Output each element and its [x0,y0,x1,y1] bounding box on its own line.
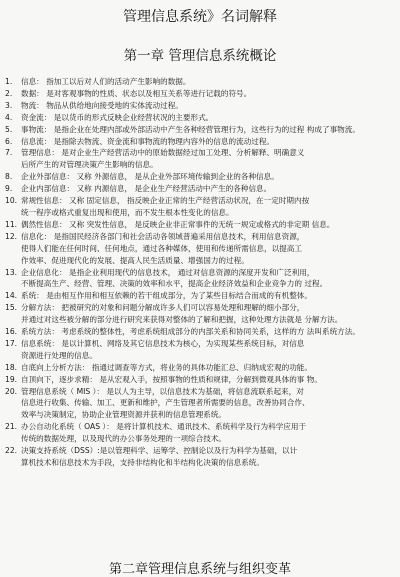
term-number: 15. [5,303,18,313]
term-item [0,445,400,469]
term-number: 17. [5,338,18,348]
term-item [0,421,400,445]
term-number: 21. [5,422,18,432]
term-text-line: 不断提高生产、经营、管理、决策的效率和水平，提高企业经济效益和企业竞争力的 过程。 [21,279,328,289]
term-text-line: 作效率、促进现代化的发展、提高人民生活质量、增强国力的过程。 [21,255,249,265]
term-text-line: 信息： 指加工以后对人们的活动产生影响的数据。 [21,77,191,86]
term-item [0,362,400,374]
term-list [0,76,400,469]
term-number: 2. [5,88,13,98]
term-text-line: 物流： 物品从供给地向接受地的实体流动过程。 [21,100,183,110]
term-item [0,195,400,219]
term-item [0,267,400,291]
term-item [0,100,400,112]
term-number: 4. [5,112,13,122]
term-number: 10. [5,196,18,206]
term-number: 18. [5,362,18,372]
term-number: 9. [5,184,13,194]
term-number: 12. [5,231,18,241]
term-text-line: 统一程序或格式重复出现和使用，而不发生根本性变化的信息。 [21,207,234,217]
term-item [0,76,400,88]
term-item [0,338,400,362]
term-text-line: 管理信息： 是对企业生产经营活动中的原始数据经过加工处理、分析解释、明确意义 [21,148,305,158]
term-text-line: 资源进行处理的信息。 [21,350,97,360]
term-text-line: 企业信息化： 是指企业利用现代的信息技术， 通过对信息资源的深度开发和广泛利用， [21,267,315,277]
term-number: 13. [5,267,18,277]
term-text-line: 自顶向下，逐步求精： 是从宏观入手，按照事物的性质和规律，分解到微观具体的事 物。 [21,374,322,384]
term-text-line: 偶然性信息： 又称 突发性信息， 是反映企业非正常事件的无统一规定或格式的非定期 信息。 [21,219,335,229]
term-text-line: 并通过对这些被分解的部分进行研究来获得对整体的了解和把握，这种处理方法就是 分解方法。 [21,315,343,325]
term-text-line: 传统的数据处理，以及现代的办公事务处理的一项综合技术。 [21,434,227,444]
term-text-line: 分解方法： 把被研究的对象和问题分解成许多人们可以容易处理和理解的细小部分， [21,303,305,313]
term-item [0,183,400,195]
term-text-line: 自底向上分析方法： 指通过调查等方式，将业务的具体功能汇总、归纳成宏观的功能。 [21,362,312,372]
term-text-line: 系统方法： 考虑系统的整体性，考虑系统组成部分的内部关系和协同关系，这样的方 法叫系统方法。 [21,327,360,337]
term-number: 19. [5,374,18,384]
term-number: 8. [5,172,13,182]
term-text-line: 企业外部信息： 又称 外源信息， 是从企业外部环境传输到企业的各种信息。 [21,172,279,182]
term-item [0,112,400,124]
term-text-line: 系统： 是由相互作用和相互依赖的若干组成部分，为了某些目标结合而成的有机整体。 [21,291,312,301]
term-text-line: 后所产生的对管理决策产生影响的信息。 [21,160,158,170]
term-item [0,88,400,100]
term-number: 22. [5,446,18,456]
chapter-1-title: 第一章 管理信息系统概论 [123,48,277,64]
term-text-line: 信息进行收集、传输、加工、更新和维护，产生管理者所需要的信息，改善协同合作、 [21,398,310,408]
term-text-line: 管理信息系统（ MIS ）： 是以人为主导，以信息技术为基础，将信息流联系起来，对 [21,386,304,396]
term-item [0,290,400,302]
chapter-2-title: 第二章管理信息系统与组织变革 [108,562,291,577]
term-item [0,326,400,338]
term-item [0,374,400,386]
term-item [0,231,400,267]
term-text-line: 效率与决策制定，协助企业管理资源并获利的信息管理系统。 [21,410,227,420]
term-number: 14. [5,291,18,301]
term-item [0,147,400,171]
term-number: 16. [5,327,18,337]
term-item [0,386,400,422]
term-text-line: 办公自动化系统（ OAS ）： 是将计算机技术、通讯技术、系统科学及行为科学应用于 [21,422,307,432]
term-text-line: 常规性信息： 又称 固定信息， 指反映企业正常的生产经营活动状况，在一定时期内按 [21,196,310,206]
term-text-line: 使得人们能在任何时间、任何地点，通过各种媒体，使用和传递所需信息，以提高工 [21,243,302,253]
term-number: 5. [5,124,13,134]
term-number: 6. [5,136,13,146]
term-number: 11. [5,219,18,229]
term-item [0,302,400,326]
term-text-line: 资金流： 是以货币的形式反映企业经营状况的主要形式。 [21,112,214,122]
term-text-line: 信息流： 是指除去物流、资金流和事物流的物理内容外的信息的流动过程。 [21,136,275,146]
term-number: 20. [5,386,18,396]
term-number: 1. [5,77,13,86]
term-text-line: 企业内部信息： 又称 内源信息， 是企业生产经营活动中产生的各种信息。 [21,184,272,194]
term-number: 3. [5,100,13,110]
term-item [0,124,400,136]
term-item [0,171,400,183]
term-text-line: 事物流： 是指企业在处理内部或外部活动中产生各种经营管理行为，这些行为的过程 构成了事物流。 [21,124,360,134]
term-text-line: 信息系统： 是以计算机、网络及其它信息技术为核心，为实现某些系统目标，对信息 [21,338,305,348]
document-title: 管理信息系统》名词解释 [123,9,277,25]
term-text-line: 信息化： 是指国民经济各部门和社会活动各领域普遍采用信息技术，利用信息资源， [21,231,305,241]
term-text-line: 数据： 是对客观事物的性质、状态以及相互关系等进行记载的符号。 [21,88,252,98]
term-item [0,136,400,148]
term-item [0,219,400,231]
term-text-line: 决策支持系统（DSS）:是以管理科学、运筹学、控制论以及行为科学为基础，以计 [21,446,298,456]
term-number: 7. [5,148,13,158]
term-text-line: 算机技术和信息技术为手段，支持非结构化和半结构化决策的信息系统。 [21,458,264,467]
